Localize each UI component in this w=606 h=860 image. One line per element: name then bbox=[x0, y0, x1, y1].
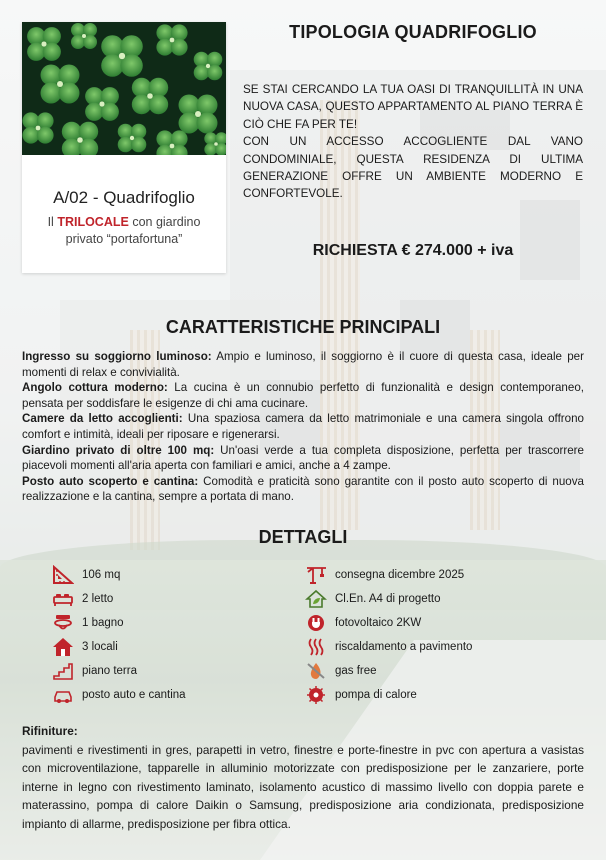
detail-item: piano terra bbox=[52, 659, 186, 683]
page-title: TIPOLOGIA QUADRIFOGLIO bbox=[289, 22, 537, 42]
details-left-column bbox=[52, 563, 186, 707]
detail-item: posto auto e cantina bbox=[52, 683, 186, 707]
detail-item: 2 letto bbox=[52, 587, 186, 611]
detail-item: fotovoltaico 2KW bbox=[305, 611, 472, 635]
unit-type: TRILOCALE bbox=[57, 215, 129, 229]
car-icon bbox=[52, 685, 74, 705]
detail-item: Cl.En. A4 di progetto bbox=[305, 587, 472, 611]
bed-icon bbox=[52, 589, 74, 609]
features-title: CARATTERISTICHE PRINCIPALI bbox=[165, 317, 441, 337]
plug-icon bbox=[305, 613, 327, 633]
feature-item: Ingresso su soggiorno luminoso: Ampio e luminoso, il soggiorno è il cuore di questa casa, ideale per momenti di relax e convivialità. bbox=[22, 350, 584, 379]
heat-pump-icon bbox=[305, 685, 327, 705]
detail-item: pompa di calore bbox=[305, 683, 472, 707]
toilet-icon bbox=[52, 613, 74, 633]
details-right-column bbox=[305, 563, 472, 707]
crane-icon bbox=[305, 565, 327, 585]
feature-item: Camere da letto accoglienti: Una spaziosa camera da letto matrimoniale e una camera singola offrono comfort e intimità, ideali per riposare e rigenerarsi. bbox=[22, 412, 584, 441]
price: RICHIESTA € 274.000 + iva bbox=[312, 242, 514, 259]
intro-paragraph: CON UN ACCESSO ACCOGLIENTE DAL VANO CONDOMINIALE, QUESTA RESIDENZA DI ULTIMA GENERAZIONE OFFRE UN AMBIENTE MODERNO E CONFORTEVOLE. bbox=[243, 135, 583, 201]
detail-item: 106 mq bbox=[52, 563, 186, 587]
clover-photo bbox=[22, 22, 226, 155]
stairs-icon bbox=[52, 661, 74, 681]
features-list bbox=[22, 349, 584, 505]
detail-item: 1 bagno bbox=[52, 611, 186, 635]
detail-item: 3 locali bbox=[52, 635, 186, 659]
unit-subtitle: Il TRILOCALE con giardino privato “portafortuna” bbox=[47, 215, 201, 246]
intro-text bbox=[243, 81, 583, 203]
heating-icon bbox=[305, 637, 327, 657]
detail-item: riscaldamento a pavimento bbox=[305, 635, 472, 659]
feature-item: Posto auto scoperto e cantina: Comodità e praticità sono garantite con il posto auto scoperto di nuova realizzazione e la cantina, sempre a portata di mano. bbox=[22, 474, 584, 504]
detail-item: consegna dicembre 2025 bbox=[305, 563, 472, 587]
no-gas-icon bbox=[305, 661, 327, 681]
intro-paragraph: SE STAI CERCANDO LA TUA OASI DI TRANQUILLITÀ IN UNA NUOVA CASA, QUESTO APPARTAMENTO AL PIANO TERRA È CIÒ CHE FA PER TE! bbox=[243, 83, 583, 131]
house-icon bbox=[52, 637, 74, 657]
unit-card bbox=[22, 22, 226, 273]
finishes-label: Rifiniture: bbox=[22, 724, 78, 738]
details-title: DETTAGLI bbox=[258, 527, 348, 547]
eco-house-icon bbox=[305, 589, 327, 609]
detail-item: gas free bbox=[305, 659, 472, 683]
feature-item: Giardino privato di oltre 100 mq: Un'oasi verde a tua completa disposizione, perfetta per trascorrere piacevoli momenti all'aria aperta con familiari e amici, anche a 4 zampe. bbox=[22, 443, 584, 473]
ruler-square-icon bbox=[52, 565, 74, 585]
unit-code: A/02 - Quadrifoglio bbox=[53, 188, 195, 207]
feature-item: Angolo cottura moderno: La cucina è un connubio perfetto di funzionalità e design contemporaneo, pensata per soddisfare le esigenze di chi ama cucinare. bbox=[22, 381, 584, 410]
finishes-text: pavimenti e rivestimenti in gres, parapetti in vetro, finestre e porte-finestre in pvc con apertura a vasistas con microventilazione, tapparelle in alluminio motorizzate con predisposizione per le zanzariere, porte interne in legno con rivestimento laminato, isolamento acustico di massimo livello con doppia parete e materassino, pompa di calore Daikin o Samsung, predisposizione aria condizionata, predisposizione impianto di allarme, predisposizione per fibra ottica. bbox=[22, 742, 584, 831]
finishes-section bbox=[22, 722, 584, 834]
